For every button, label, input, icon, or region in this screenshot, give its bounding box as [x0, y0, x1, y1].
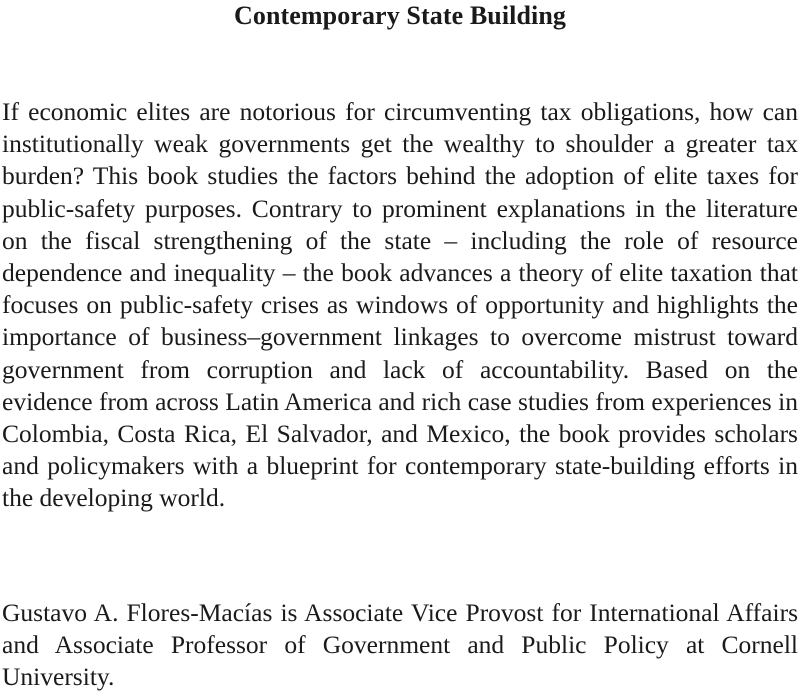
- book-description: If economic elites are notorious for circumventing tax obligations, how can institutionally weak governments get the wealthy to shoulder a greater tax burden? This book studies the factors behind the adoption of elite taxes for public-safety purposes. Contrary to prominent explanations in the literature on the fiscal strengthening of the state – including the role of resource dependence and inequality – the book advances a theory of elite taxation that focuses on public-safety crises as windows of opportunity and highlights the importance of business–government linkages to overcome mistrust toward government from corruption and lack of accountability. Based on the evidence from across Latin America and rich case studies from experiences in Colombia, Costa Rica, El Salvador, and Mexico, the book provides scholars and policymakers with a blueprint for contemporary state-building efforts in the developing world.: [2, 97, 798, 513]
- book-title: Contemporary State Building: [233, 1, 567, 30]
- author-bio: Gustavo A. Flores-Macías is Associate Vice Provost for International Affairs and Associate Professor of Government and Public Policy at Cornell University.: [2, 598, 798, 692]
